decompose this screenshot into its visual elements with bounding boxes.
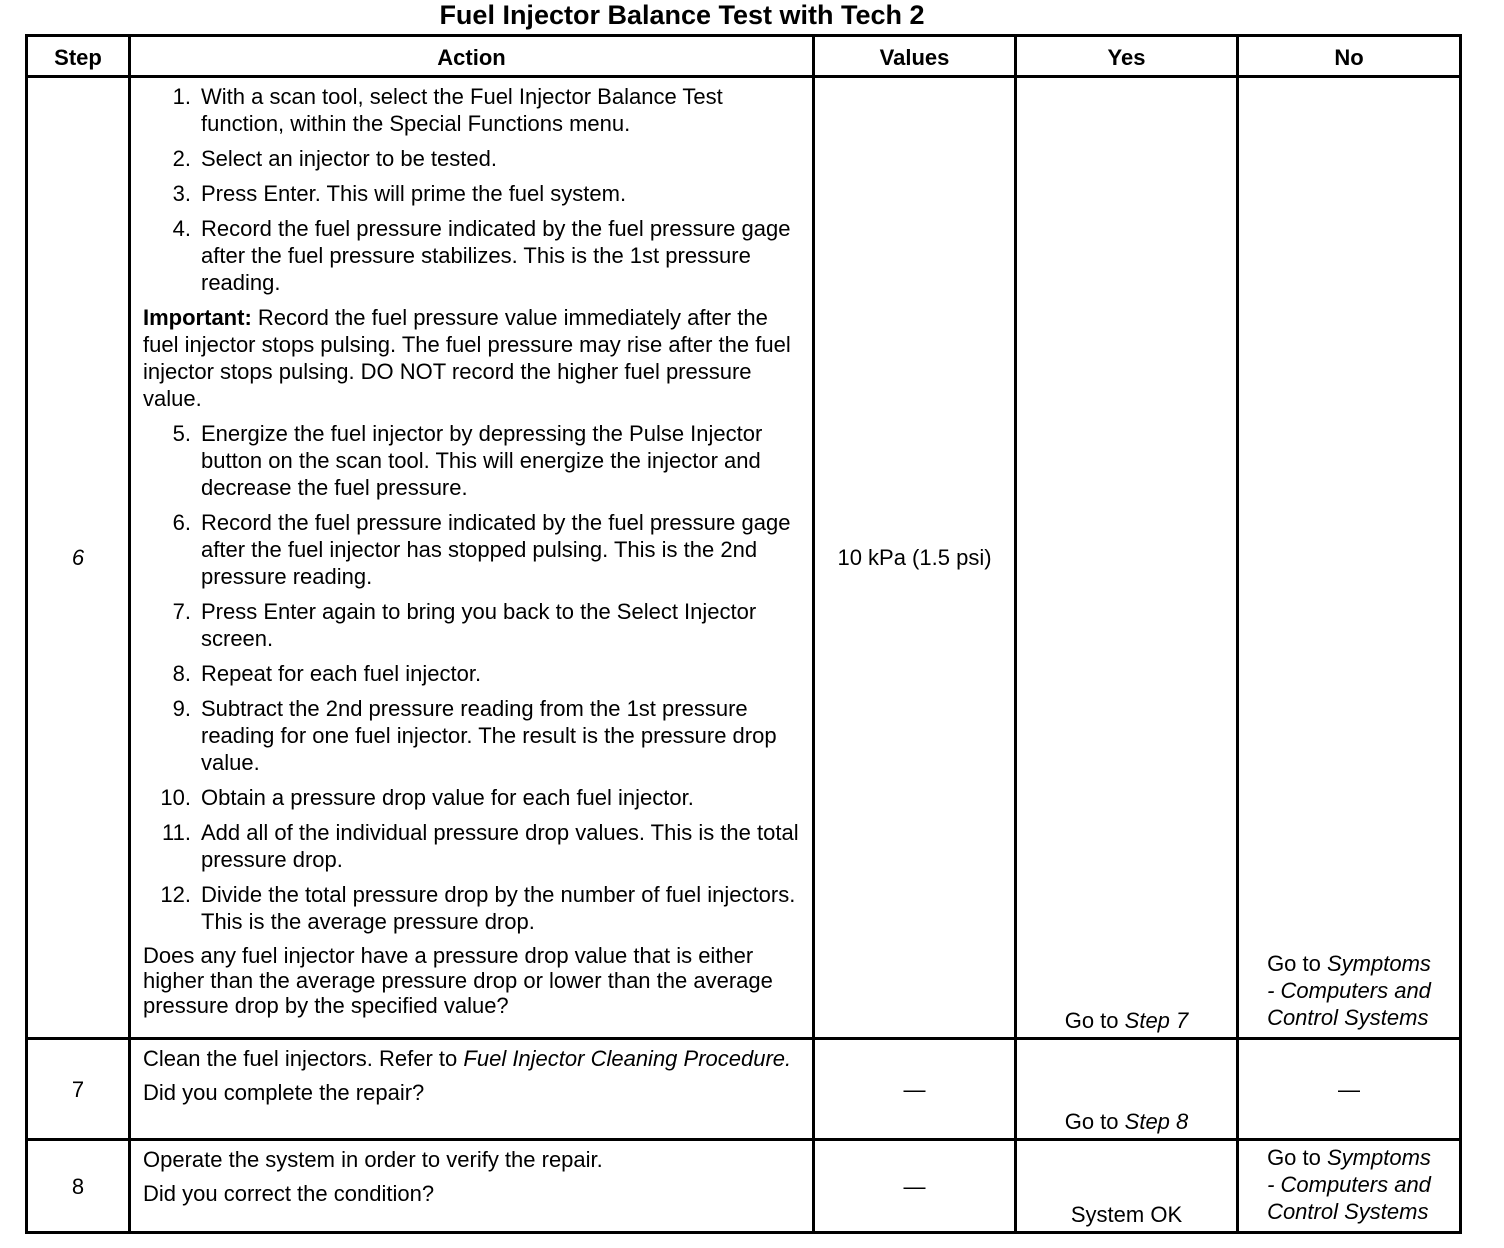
no-cell xyxy=(1238,77,1461,1039)
values-cell: — xyxy=(814,1140,1016,1233)
action-cell xyxy=(130,1039,814,1140)
procedure-link[interactable]: Fuel Injector Cleaning Procedure. xyxy=(463,1046,792,1071)
action-steps-list xyxy=(143,420,802,935)
action-cell xyxy=(130,1140,814,1233)
list-item: 1. With a scan tool, select the Fuel Injector Balance Test function, within the Special Functions menu. xyxy=(172,84,723,136)
table-row xyxy=(27,1140,1461,1233)
important-label: Important: xyxy=(143,305,252,330)
list-item: 11. Add all of the individual pressure drop values. This is the total pressure drop. xyxy=(162,820,799,872)
yes-cell: System OK xyxy=(1016,1140,1238,1233)
table-row xyxy=(27,1039,1461,1140)
no-link[interactable]: Go to Symptoms - Computers and Control Systems xyxy=(1267,951,1431,1030)
diagnostic-table xyxy=(25,34,1462,1234)
list-item: 3. Press Enter. This will prime the fuel system. xyxy=(172,181,627,206)
values-cell: — xyxy=(814,1039,1016,1140)
action-cell xyxy=(130,77,814,1039)
yes-cell: Go to Step 7 xyxy=(1016,77,1238,1039)
header-action: Action xyxy=(130,36,814,77)
header-values: Values xyxy=(814,36,1016,77)
page-title: Fuel Injector Balance Test with Tech 2 xyxy=(439,0,925,30)
yes-cell: Go to Step 8 xyxy=(1016,1039,1238,1140)
step-number: 7 xyxy=(27,1039,130,1140)
action-text: Operate the system in order to verify the repair. xyxy=(143,1147,603,1172)
list-item: 7. Press Enter again to bring you back to the Select Injector screen. xyxy=(172,599,757,651)
list-item: 8. Repeat for each fuel injector. xyxy=(172,661,482,686)
no-cell: — xyxy=(1238,1039,1461,1140)
no-cell xyxy=(1238,1140,1461,1233)
action-steps-list xyxy=(143,83,802,296)
question-text: Did you correct the condition? xyxy=(143,1181,435,1206)
list-item: 10. Obtain a pressure drop value for each fuel injector. xyxy=(160,785,694,810)
header-row xyxy=(27,36,1461,77)
list-item: 6. Record the fuel pressure indicated by the fuel pressure gage after the fuel injector has stopped pulsing. This is the 2nd pressure reading. xyxy=(172,510,791,589)
list-item: 4. Record the fuel pressure indicated by the fuel pressure gage after the fuel pressure stabilizes. This is the 1st pressure reading. xyxy=(172,216,791,295)
header-step: Step xyxy=(27,36,130,77)
header-no: No xyxy=(1238,36,1461,77)
step-number: 8 xyxy=(27,1140,130,1233)
header-yes: Yes xyxy=(1016,36,1238,77)
important-note xyxy=(143,304,802,412)
list-item: 5. Energize the fuel injector by depressing the Pulse Injector button on the scan tool. This will energize the injector and decrease the fuel pressure. xyxy=(172,421,763,500)
question-text: Does any fuel injector have a pressure drop value that is either higher than the average pressure drop or lower than the average pressure drop by the specified value? xyxy=(143,943,773,1018)
action-text: Clean the fuel injectors. Refer to Fuel Injector Cleaning Procedure. xyxy=(143,1046,792,1071)
list-item: 9. Subtract the 2nd pressure reading from the 1st pressure reading for one fuel injector. The result is the pressure drop value. xyxy=(172,696,777,775)
values-cell: 10 kPa (1.5 psi) xyxy=(814,77,1016,1039)
list-item: 2. Select an injector to be tested. xyxy=(172,146,497,171)
table-row xyxy=(27,77,1461,1039)
question-text: Did you complete the repair? xyxy=(143,1080,425,1105)
yes-link[interactable]: Step 8 xyxy=(1124,1109,1189,1134)
no-link[interactable]: Go to Symptoms - Computers and Control Systems xyxy=(1267,1145,1431,1224)
yes-link[interactable]: Step 7 xyxy=(1124,1008,1189,1033)
list-item: 12. Divide the total pressure drop by the number of fuel injectors. This is the average pressure drop. xyxy=(160,882,796,934)
important-text: Record the fuel pressure value immediately after the fuel injector stops pulsing. The fuel pressure may rise after the fuel injector stops pulsing. DO NOT record the higher fuel pressure value. xyxy=(143,305,791,411)
step-number: 6 xyxy=(27,77,130,1039)
